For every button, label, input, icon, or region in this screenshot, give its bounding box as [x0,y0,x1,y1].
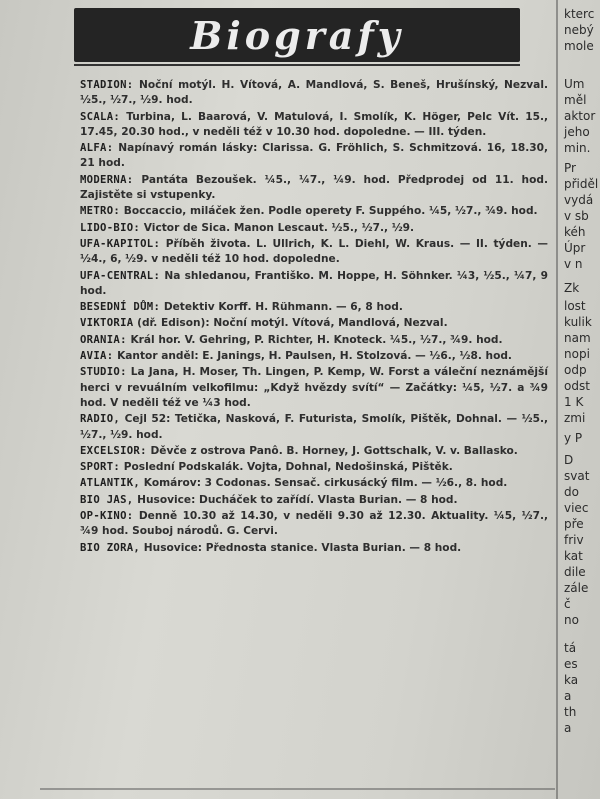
cinema-name: ATLANTIK, [80,477,141,490]
adjacent-column-line: friv [564,533,584,547]
cinema-entry [80,444,548,459]
cinema-program: Victor de Sica. Manon Lescaut. ½5., ½7., ½9. [140,221,415,234]
adjacent-column-line: mole [564,39,594,53]
adjacent-column-line: jeho [564,125,590,139]
cinema-name: ORANIA: [80,333,127,346]
adjacent-column-line: Úpr [564,241,586,255]
adjacent-column-line: no [564,613,579,627]
cinema-program: Denně 10.30 až 14.30, v neděli 9.30 až 12.30. Aktuality. ¼5, ½7., ¾9 hod. Souboj národů. G. Cervi. [80,510,548,538]
cinema-program: Detektiv Korff. H. Rühmann. — 6, 8 hod. [160,301,403,314]
cinema-entry [80,476,548,491]
adjacent-column-fragment [562,0,600,799]
cinema-entry [80,269,548,300]
adjacent-column-line: min. [564,141,591,155]
cinema-name: OP-KINO: [80,510,134,523]
header-divider [74,64,520,66]
adjacent-column-line: lost [564,299,586,313]
cinema-entry [80,349,548,364]
cinema-name: BIO ZORA, [80,541,141,554]
adjacent-column-line: th [564,705,577,719]
cinema-name: AVIA: [80,350,114,363]
adjacent-column-line: zále [564,581,589,595]
cinema-name: LIDO-BIO: [80,221,141,234]
adjacent-column-line: Um [564,77,585,91]
adjacent-column-line: v sb [564,209,589,223]
adjacent-column-line: svat [564,469,590,483]
adjacent-column-line: odst [564,379,590,393]
cinema-program: Husovice: Přednosta stanice. Vlasta Burian. — 8 hod. [140,541,462,554]
cinema-name: METRO: [80,205,121,218]
cinema-entry [80,204,548,219]
section-title: Biografy [190,12,404,58]
cinema-entry [80,141,548,172]
adjacent-column-line: nopi [564,347,590,361]
cinema-name: MODERNA: [80,173,134,186]
cinema-program: Kantor anděl: E. Janings, H. Paulsen, H. Stolzová. — ½6., ½8. hod. [113,350,512,363]
adjacent-column-line: pře [564,517,584,531]
adjacent-column-line: dile [564,565,586,579]
adjacent-column-line: tá [564,641,577,655]
cinema-program: Na shledanou, Františko. M. Hoppe, H. Söhnker. ¼3, ½5., ¼7, 9 hod. [80,269,548,297]
cinema-name: BESEDNÍ DŮM: [80,301,161,314]
cinema-name: RADIO, [80,413,121,426]
section-header [74,8,520,62]
adjacent-column-line: č [564,597,571,611]
adjacent-column-line: měl [564,93,587,107]
adjacent-column-line: a [564,721,572,735]
cinema-entry [80,509,548,540]
bottom-divider [40,788,555,790]
adjacent-column-line: Zk [564,281,580,295]
cinema-entry [80,300,548,315]
cinema-entry [80,221,548,236]
cinema-program: Příběh života. L. Ullrich, K. L. Diehl, W. Kraus. — II. týden. — ½4., 6, ½9. v neděli též 10 hod. dopoledne. [80,237,548,266]
cinema-program: Noční motýl. H. Vítová, A. Mandlová, S. Beneš, Hrušínský, Nezval. ½5., ½7., ½9. hod. [80,79,548,107]
cinema-name: SCALA: [80,110,121,123]
cinema-listing [80,78,548,557]
cinema-entry [80,316,548,331]
cinema-program: Boccaccio, miláček žen. Podle operety F. Suppého. ¼5, ½7., ¾9. hod. [120,205,538,218]
cinema-entry [80,412,548,443]
adjacent-column-line: y P [564,431,583,445]
cinema-name: ALFA: [80,142,114,155]
cinema-program: Děvče z ostrova Panô. B. Horney, J. Gottschalk, V. v. Ballasko. [146,444,518,457]
cinema-entry [80,237,548,268]
cinema-entry [80,541,548,556]
cinema-name: UFA-KAPITOL: [80,237,161,250]
adjacent-column-line: do [564,485,579,499]
adjacent-column-line: vydá [564,193,594,207]
cinema-program: Poslední Podskalák. Vojta, Dohnal, Nedošinská, Pištěk. [120,461,453,474]
column-divider [556,0,558,799]
cinema-name: EXCELSIOR: [80,444,147,457]
adjacent-column-line: kulik [564,315,592,329]
cinema-name: VIKTORIA [80,317,134,330]
adjacent-column-line: odp [564,363,587,377]
cinema-program: Turbina, L. Baarová, V. Matulová, I. Smolík, K. Höger, Pelc Vít. 15., 17.45, 20.30 hod., v neděli též v 10.30 hod. dopoledne. — III. týden. [80,110,548,138]
cinema-name: BIO JAS, [80,493,134,506]
adjacent-column-line: 1 K [564,395,584,409]
adjacent-column-line: kéh [564,225,586,239]
cinema-program: Král hor. V. Gehring, P. Richter, H. Knoteck. ¼5., ½7., ¾9. hod. [126,333,503,346]
adjacent-column-line: ka [564,673,579,687]
cinema-name: UFA-CENTRAL: [80,269,161,282]
adjacent-column-line: a [564,689,572,703]
adjacent-column-line: Pr [564,161,576,175]
cinema-entry [80,333,548,348]
adjacent-column-line: es [564,657,578,671]
cinema-name: STADION: [80,79,134,91]
cinema-entry [80,173,548,204]
adjacent-column-line: nam [564,331,591,345]
adjacent-column-line: zmi [564,411,586,425]
adjacent-column-line: kterc [564,7,595,21]
cinema-program: Husovice: Ducháček to zařídí. Vlasta Burian. — 8 hod. [133,493,458,506]
cinema-program: La Jana, H. Moser, Th. Lingen, P. Kemp, W. Forst a váleční neznámější herci v revuálním velkofilmu: „Když hvězdy svítí“ — Začátky: ¼5, ½7. a ¾9 hod. V neděli též ve ¼3 hod. [80,366,548,409]
adjacent-column-line: v n [564,257,583,271]
cinema-program: Pantáta Bezoušek. ¼5., ¼7., ¼9. hod. Předprodej od 11. hod. Zajistěte si vstupenky. [80,173,548,202]
cinema-entry [80,493,548,508]
adjacent-column-line: přiděl [564,177,599,191]
cinema-entry [80,110,548,141]
cinema-program: (dř. Edison): Noční motýl. Vítová, Mandlová, Nezval. [133,317,448,330]
cinema-name: SPORT: [80,461,121,474]
cinema-program: Napínavý román lásky: Clarissa. G. Fröhlich, S. Schmitzová. 16, 18.30, 21 hod. [80,142,548,170]
adjacent-column-line: D [564,453,574,467]
adjacent-column-line: aktor [564,109,596,123]
adjacent-column-line: nebý [564,23,594,37]
cinema-name: STUDIO: [80,366,127,379]
cinema-program: Cejl 52: Tetička, Nasková, F. Futurista, Smolík, Pištěk, Dohnal. — ½5., ½7., ½9. hod. [80,413,548,441]
cinema-entry [80,365,548,411]
adjacent-column-line: kat [564,549,583,563]
cinema-program: Komárov: 3 Codonas. Sensač. cirkusácký film. — ½6., 8. hod. [140,477,508,490]
cinema-entry [80,78,548,109]
adjacent-column-line: viec [564,501,589,515]
cinema-entry [80,460,548,475]
